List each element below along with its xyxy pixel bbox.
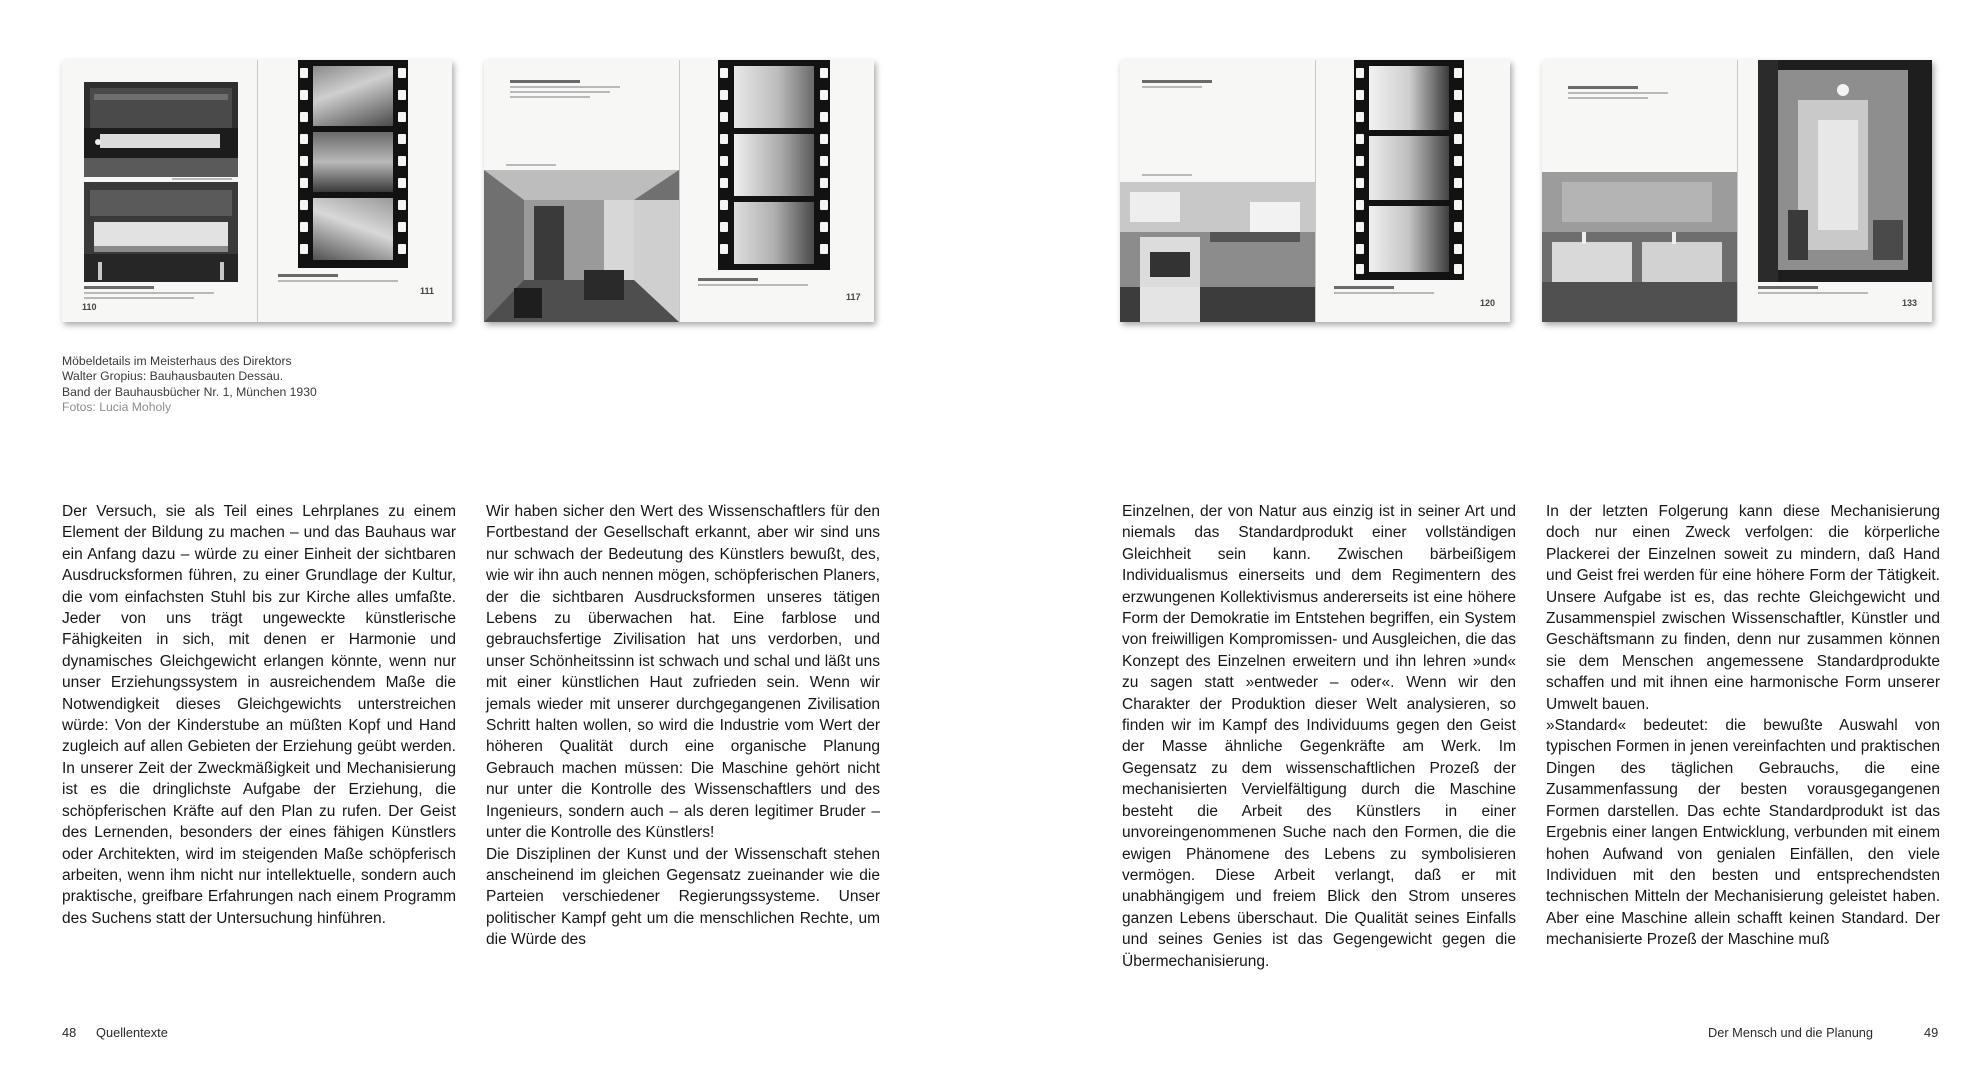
figure-bauhausbuch-spread-4	[1542, 60, 1932, 322]
figure-bauhausbuch-spread-2	[484, 60, 874, 322]
paragraph: »Standard« bedeutet: die bewußte Auswahl von typischen Formen in jenen vereinfachten und praktischen Dingen des täglichen Gebrauchs, die eine Zusammenfassung der besten vorausgegangenen Formen darstellen. Das echte Standardprodukt ist das Ergebnis einer langen Entwicklung, verbunden mit einem hohen Aufwand von genialen Einfällen, den viele Individuen mit den besten und entsprechendsten technischen Mitteln der Mechanisierung geleistet haben. Aber eine Maschine allein schafft keinen Standard. Der mechanisierte Prozeß der Maschine muß	[1546, 717, 1940, 949]
caption-line: Band der Bauhausbücher Nr. 1, München 1930	[62, 384, 317, 399]
page-number: 133	[1902, 298, 1918, 308]
book-gutter	[257, 60, 258, 322]
text-column-2	[486, 501, 880, 951]
photo-folding-bed-bottom	[84, 182, 238, 282]
film-strip	[1354, 60, 1464, 280]
footer-left-running-title: Quellentexte	[96, 1025, 168, 1040]
footer-right-running-title: Der Mensch und die Planung	[1708, 1025, 1874, 1040]
photo-interior-room	[484, 170, 679, 322]
caption-line: Möbeldetails im Meisterhaus des Direktors	[62, 354, 292, 368]
photo-kitchen	[1120, 182, 1315, 322]
text-column-4	[1546, 501, 1940, 951]
photo-folding-bed-top	[84, 82, 238, 177]
text-column-1	[62, 501, 456, 929]
photo-corridor	[1758, 60, 1932, 282]
book-gutter	[1315, 60, 1316, 322]
footer-right-page-number: 49	[1924, 1025, 1939, 1040]
film-strip	[718, 60, 830, 270]
caption-line: Walter Gropius: Bauhausbauten Dessau.	[62, 369, 284, 384]
page-number: 111	[420, 286, 435, 296]
footer-left-page-number: 48	[62, 1025, 77, 1040]
paragraph: In der letzten Folgerung kann diese Mechanisierung doch nur einen Zweck verfolgen: die körperliche Plackerei der Einzelnen soweit zu mindern, daß Hand und Geist frei werden für eine höhere Form der Tätigkeit. Unsere Aufgabe ist es, das rechte Gleichgewicht und Zusammenspiel zwischen Wissenschaftler, Künstler und Geschäftsmann zu finden, denn nur zusammen können sie dem Menschen angemessene Standardprodukte schaffen und mit ihnen eine harmonische Form unserer Umwelt bauen.	[1546, 503, 1940, 713]
film-strip	[298, 60, 408, 268]
page-number: 120	[1480, 298, 1496, 308]
text-column-3	[1122, 501, 1516, 972]
figure-bauhausbuch-spread-3	[1120, 60, 1510, 322]
figure-caption	[62, 354, 317, 416]
paragraph: Einzelnen, der von Natur aus einzig ist in seiner Art und niemals das Standardprodukt einer vollständigen Gleichheit sein kann. Zwischen bärbeißigem Individualismus einerseits und dem Regimentern des erzwungenen Kollektivismus andererseits ist eine höhere Form der Demokratie im Entstehen begriffen, ein System von freiwilligen Kompromissen- und Ausgleichen, die das Konzept des Einzelnen erweitern und ihn lehren »und« zu sagen statt »entweder – oder«. Wenn wir den Charakter der Produktion dieser Welt analysieren, so finden wir im Kampf des Individuums gegen den Geist der Masse ähnliche Gegenkräfte am Werk. Im Gegensatz zu dem wissenschaftlichen Prozeß der mechanisierten Vervielfältigung durch die Maschine besteht die Arbeit des Künstlers in einer unvoreingenommenen Suche nach den Formen, die die ewigen Phänomene des Lebens zu symbolisieren vermögen. Diese Arbeit verlangt, daß er mit unabhängigem und freiem Blick den Strom unseres ganzen Lebens überschaut. Die Qualität seines Einfalls und seines Genies ist das Gegengewicht gegen die Übermechanisierung.	[1122, 503, 1516, 970]
photo-bathroom	[1542, 172, 1737, 322]
paragraph: Wir haben sicher den Wert des Wissenschaftlers für den Fortbestand der Gesellschaft erkannt, aber wir sind uns nur schwach der Bedeutung des Künstlers bewußt, des, wie wir ihn auch nennen mögen, schöpferischen Planers, der die sichtbaren Ausdrucksformen unseres tätigen Lebens zu überwachen hat. Eine farblose und gebrauchsfertige Zivilisation hat uns verdorben, und unser Schönheitssinn ist schwach und schal und läßt uns mit einer künstlichen Haut zufrieden sein. Wenn wir jemals wieder mit unserer durchgegangenen Zivilisation Schritt halten wollen, so wird die Industrie vom Wert der höheren Qualität durch eine organische Planung Gebrauch machen müssen: Die Maschine gehört nicht nur unter die Kontrolle des Wissenschaftlers und des Ingenieurs, sondern auch – als deren legitimer Bruder – unter die Kontrolle des Künstlers!	[486, 503, 880, 842]
photo-credit: Fotos: Lucia Moholy	[62, 400, 172, 415]
page-number: 110	[82, 302, 97, 312]
book-gutter	[1737, 60, 1738, 322]
figure-bauhausbuch-spread-1	[62, 60, 452, 322]
page-number: 117	[846, 292, 861, 302]
paragraph: Der Versuch, sie als Teil eines Lehrplanes zu einem Element der Bildung zu machen – und das Bauhaus war ein Anfang dazu – würde zu einer Einheit der sichtbaren Ausdrucksformen führen, zu einer Grundlage der Kultur, die vom einfachsten Stuhl bis zur Kirche alles umfaßte. Jeder von uns trägt ungeweckte künstlerische Fähigkeiten in sich, mit denen er Harmonie und dynamisches Gleichgewicht erlangen könnte, wenn nur unser Erziehungssystem in ausreichendem Maße die Notwendigkeit dieses Gleichgewichts unterstreichen würde: Von der Kinderstube an müßten Kopf und Hand zugleich auf allen Gebieten der Erziehung geübt werden. In unserer Zeit der Zweckmäßigkeit und Mechanisierung ist es die dringlichste Aufgabe der Erziehung, die schöpferischen Kräfte auf den Plan zu rufen. Der Geist des Lernenden, besonders der eines fähigen Künstlers oder Architekten, wird im steigenden Maße schöpferisch arbeiten, wenn ihm nicht nur intellektuelle, sondern auch praktische, greifbare Erfahrungen nach einem Programm des Suchens statt der Untersuchung hinführen.	[62, 503, 456, 927]
book-gutter	[679, 60, 680, 322]
paragraph: Die Disziplinen der Kunst und der Wissenschaft stehen anscheinend im gleichen Gegensatz zueinander wie die Parteien verschiedener Regierungssysteme. Unser politischer Kampf geht um die menschlichen Rechte, um die Würde des	[486, 845, 880, 949]
